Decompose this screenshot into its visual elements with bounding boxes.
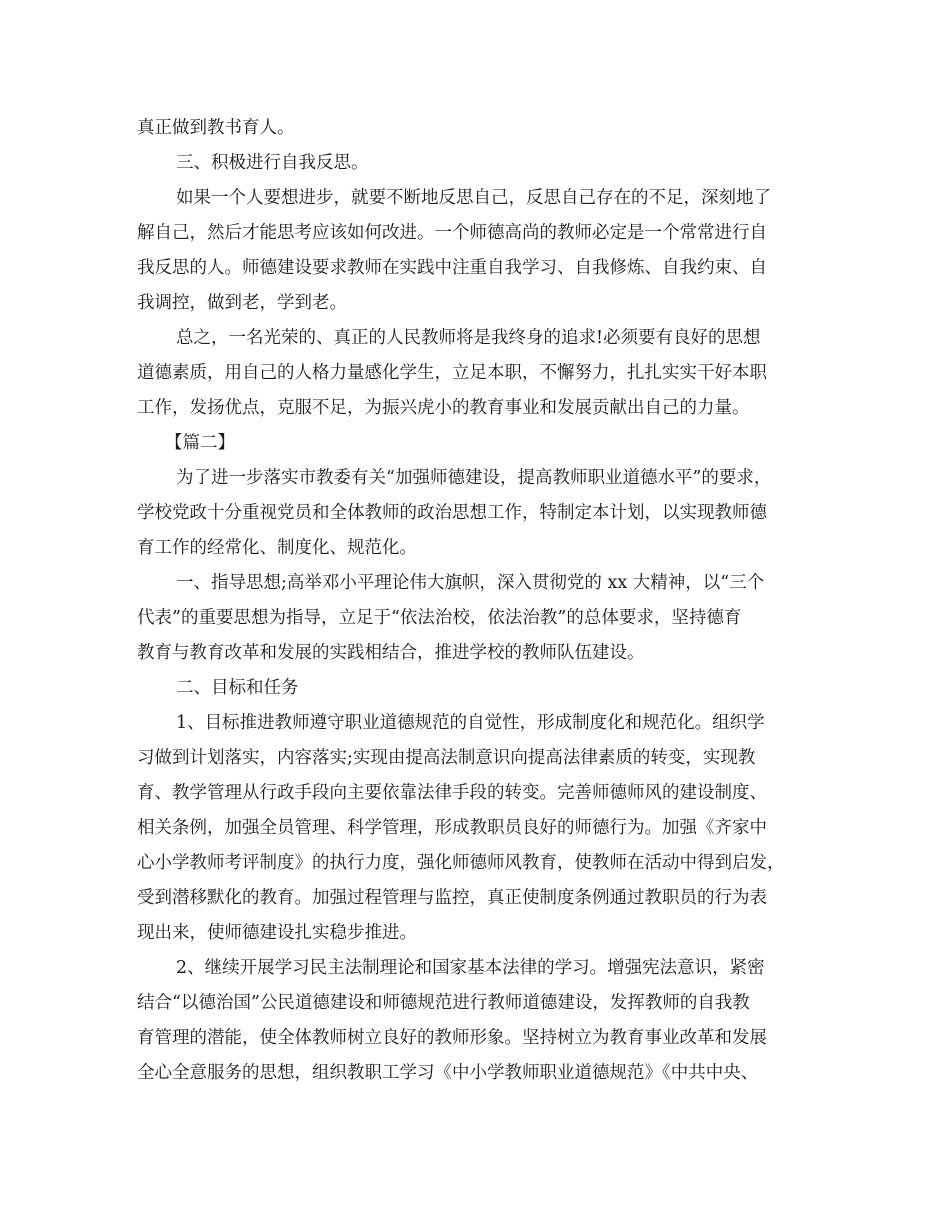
text-line: 总之，一名光荣的、真正的人民教师将是我终身的追求!必须要有良好的思想: [176, 328, 761, 348]
section-heading: 三、积极进行自我反思。: [176, 153, 369, 173]
text-line: 我调控，做到老，学到老。: [137, 293, 347, 313]
text-line: 代表”的重要思想为指导，立足于“依法治校，依法治教”的总体要求，坚持德育: [137, 608, 742, 628]
text-line: 2、继续开展学习民主法制理论和国家基本法律的学习。增强宪法意识，紧密: [176, 958, 765, 978]
text-line: 育管理的潜能，使全体教师树立良好的教师形象。坚持树立为教育事业改革和发展: [137, 1028, 767, 1048]
text-line: 结合“以德治国”公民道德建设和师德规范进行教师道德建设，发挥教师的自我教: [137, 993, 750, 1013]
text-line: 全心全意服务的思想，组织教职工学习《中小学教师职业道德规范》《中共中央、: [137, 1063, 759, 1083]
text-line: 一、指导思想;高举邓小平理论伟大旗帜，深入贯彻党的 xx 大精神，以“三个: [176, 573, 765, 593]
section-heading: 二、目标和任务: [176, 678, 299, 698]
text-line: 心小学教师考评制度》的执行力度，强化师德师风教育，使教师在活动中得到启发，: [137, 853, 785, 873]
text-line: 真正做到教书育人。: [137, 118, 295, 138]
text-line: 相关条例，加强全员管理、科学管理，形成教职员良好的师德行为。加强《齐家中: [137, 818, 767, 838]
text-line: 育工作的经常化、制度化、规范化。: [137, 538, 417, 558]
text-line: 学校党政十分重视党员和全体教师的政治思想工作，特制定本计划，以实现教师德: [137, 503, 767, 523]
text-line: 现出来，使师德建设扎实稳步推进。: [137, 923, 417, 943]
text-line: 受到潜移默化的教育。加强过程管理与监控，真正使制度条例通过教职员的行为表: [137, 888, 767, 908]
text-line: 教育与教育改革和发展的实践相结合，推进学校的教师队伍建设。: [137, 643, 645, 663]
text-line: 习做到计划落实，内容落实;实现由提高法制意识向提高法律素质的转变，实现教: [137, 748, 756, 768]
text-line: 解自己，然后才能思考应该如何改进。一个师德高尚的教师必定是一个常常进行自: [137, 223, 767, 243]
text-line: 我反思的人。师德建设要求教师在实践中注重自我学习、自我修炼、自我约束、自: [137, 258, 767, 278]
text-line: 育、教学管理从行政手段向主要依靠法律手段的转变。完善师德师风的建设制度、: [137, 783, 767, 803]
text-line: 工作，发扬优点，克服不足，为振兴虎小的教育事业和发展贡献出自己的力量。: [137, 398, 750, 418]
text-line: 1、目标推进教师遵守职业道德规范的自觉性，形成制度化和规范化。组织学: [176, 713, 765, 733]
text-line: 如果一个人要想进步，就要不断地反思自己，反思自己存在的不足，深刻地了: [176, 188, 771, 208]
text-line: 为了进一步落实市教委有关“加强师德建设，提高教师职业道德水平”的要求，: [176, 468, 772, 488]
text-line: 道德素质，用自己的人格力量感化学生，立足本职，不懈努力，扎扎实实干好本职: [137, 363, 767, 383]
section-heading: 【篇二】: [165, 433, 235, 453]
